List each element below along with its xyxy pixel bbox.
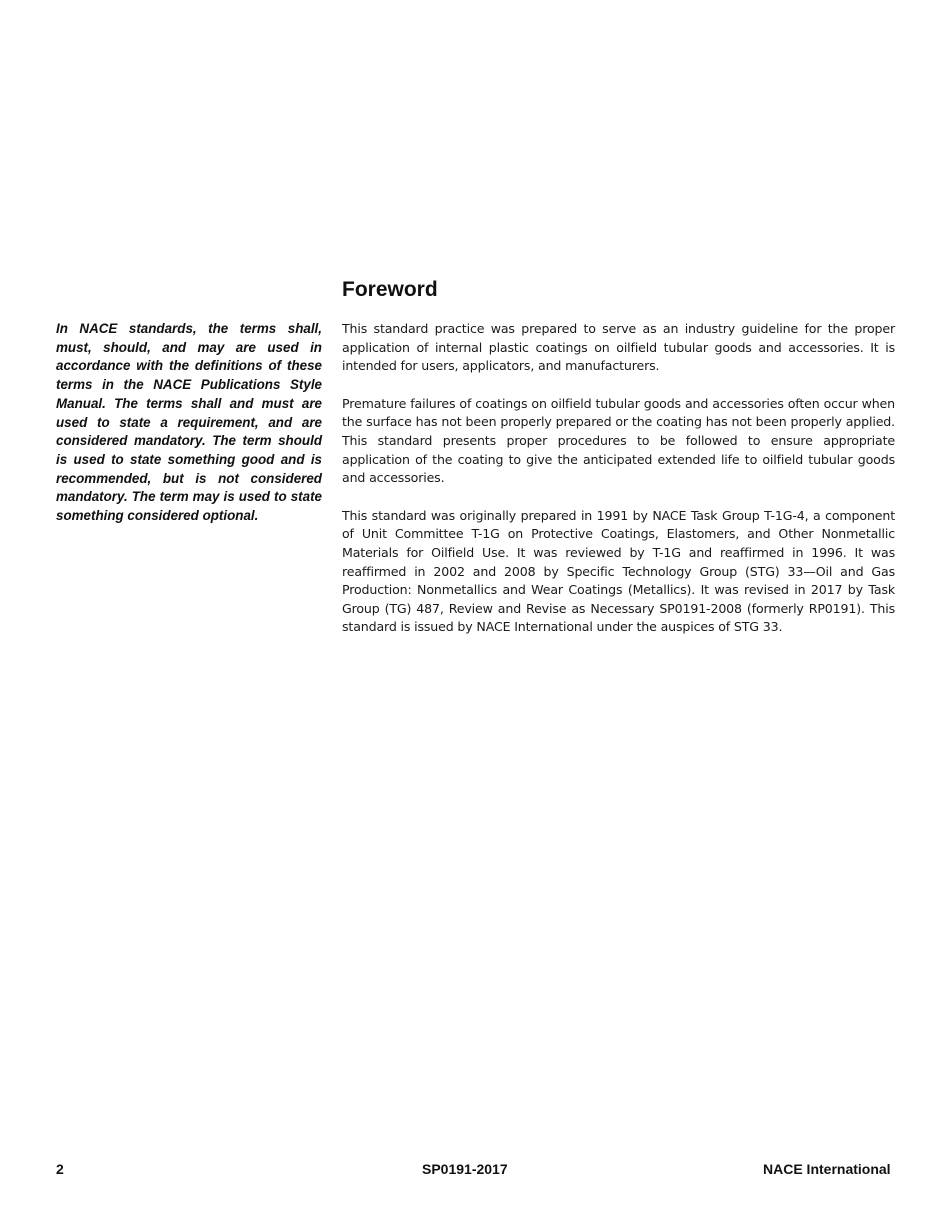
footer-organization: NACE International xyxy=(763,1161,891,1177)
footer-page-number: 2 xyxy=(56,1161,64,1177)
footer-document-code: SP0191-2017 xyxy=(422,1161,508,1177)
section-title: Foreword xyxy=(342,278,438,301)
terminology-note: In NACE standards, the terms shall, must, should, and may are used in accordance with the definitions of these terms in the NACE Publications Style Manual. The terms shall and must are used to state a requirement, and are considered mandatory. The term should is used to state something good and is recommended, but is not considered mandatory. The term may is used to state something considered optional. xyxy=(56,321,322,524)
foreword-paragraph-1: This standard practice was prepared to serve as an industry guideline for the proper application of internal plastic coatings on oilfield tubular goods and accessories. It is intended for users, applicators, and manufacturers. xyxy=(342,321,895,374)
foreword-section xyxy=(342,276,895,656)
foreword-paragraph-2: Premature failures of coatings on oilfield tubular goods and accessories often occur when the surface has not been properly prepared or the coating has not been properly applied. This standard presents proper procedures to be followed to ensure appropriate application of the coating to give the anticipated extended life to oilfield tubular goods and accessories. xyxy=(342,395,895,486)
foreword-paragraph-3: This standard was originally prepared in 1991 by NACE Task Group T-1G-4, a component of Unit Committee T-1G on Protective Coatings, Elastomers, and Other Nonmetallic Materials for Oilfield Use. It was reviewed by T-1G and reaffirmed in 1996. It was reaffirmed in 2002 and 2008 by Specific Technology Group (STG) 33—Oil and Gas Production: Nonmetallics and Wear Coatings (Metallics). It was revised in 2017 by Task Group (TG) 487, Review and Revise as Necessary SP0191-2008 (formerly RP0191). This standard is issued by NACE International under the auspices of STG 33. xyxy=(342,507,895,635)
